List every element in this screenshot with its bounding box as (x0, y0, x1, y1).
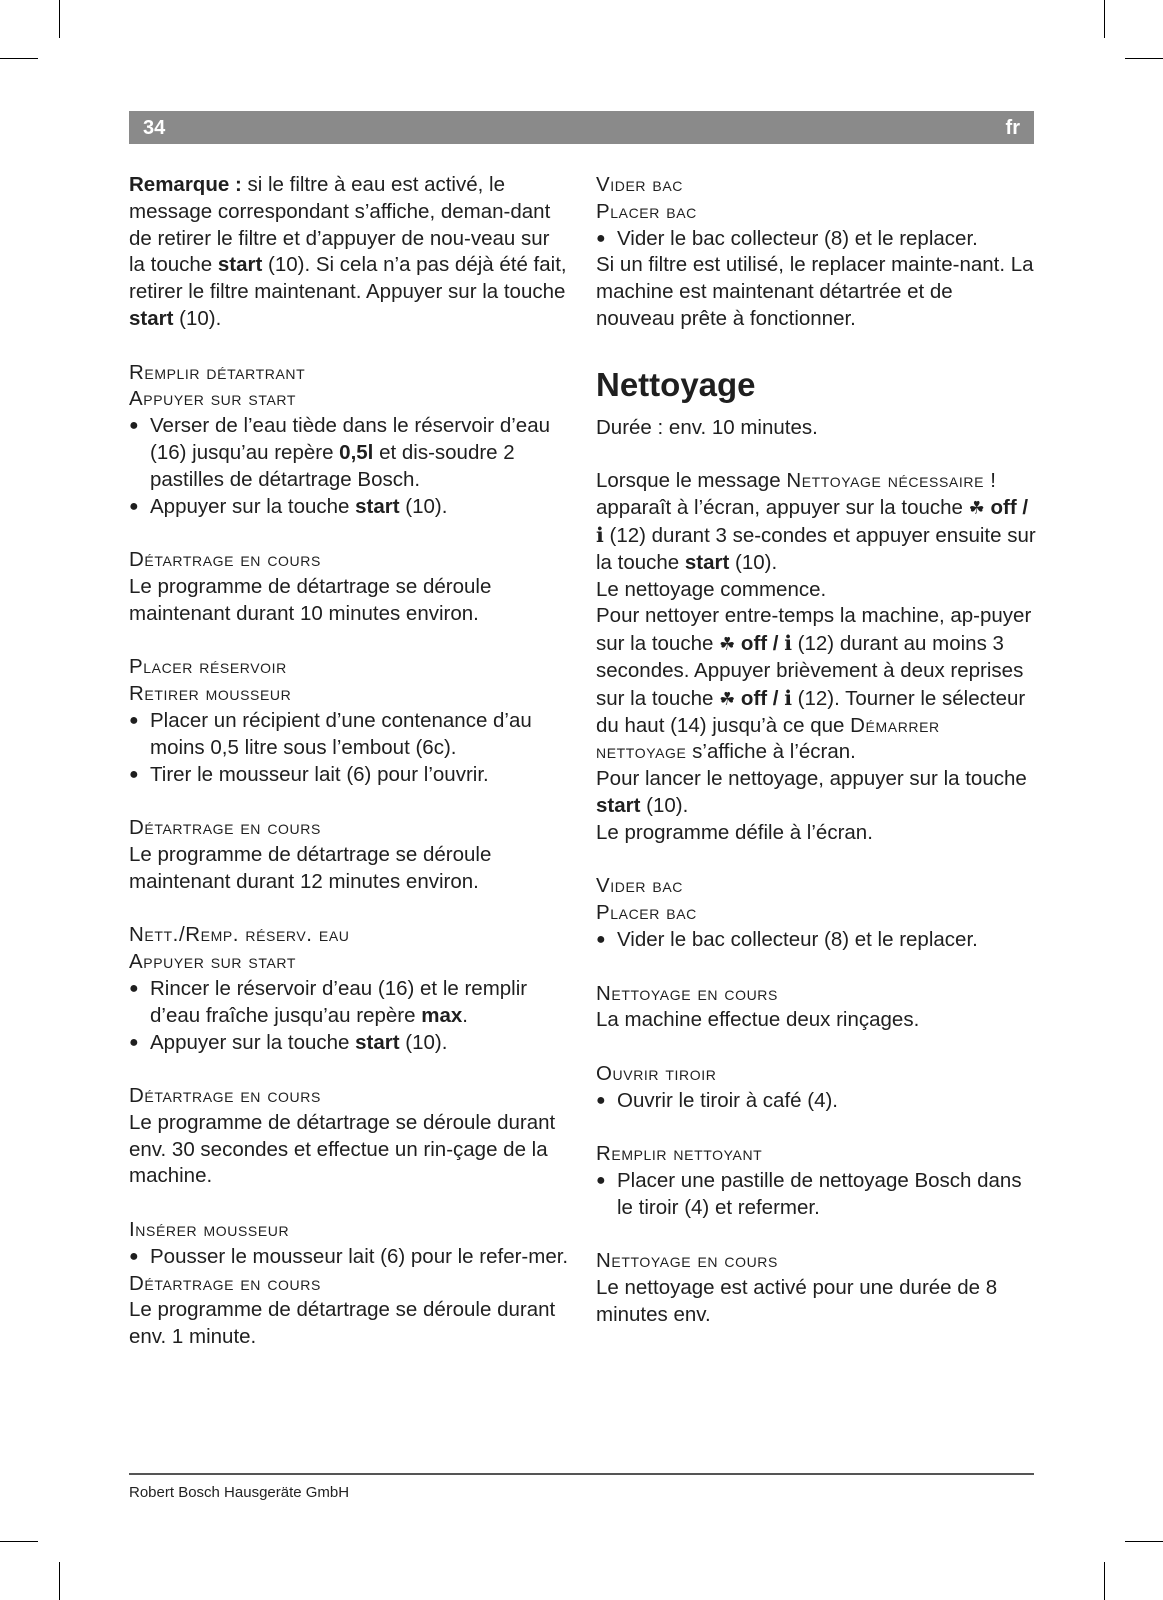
display-message: Nettoyage en cours (596, 1249, 778, 1273)
start-key: start (596, 793, 641, 817)
body-text: Le programme de détartrage se déroule maintenant durant 10 minutes environ. (129, 574, 492, 625)
bullet-item: ● Pousser le mousseur lait (6) pour le refer-mer. (129, 1244, 569, 1271)
info-key: i (784, 631, 792, 656)
display-message: Placer bac (596, 901, 697, 925)
display-message: Ouvrir tiroir (596, 1061, 717, 1085)
crop-mark (1104, 0, 1105, 38)
info-key: i (596, 522, 604, 547)
power-drop-icon: ☘ (968, 498, 985, 519)
footer-company: Robert Bosch Hausgeräte GmbH (129, 1484, 350, 1501)
language-code: fr (1005, 117, 1020, 139)
off-key: off / (990, 496, 1029, 520)
start-key: start (129, 306, 174, 330)
bullet-item: ● Ouvrir le tiroir à café (4). (596, 1088, 1036, 1115)
display-message: Nettoyage nécessaire ! (786, 469, 997, 493)
display-message: Vider bac (596, 173, 684, 196)
power-drop-icon: ☘ (719, 688, 736, 709)
right-column (596, 172, 1036, 1329)
note-label: Remarque : (129, 173, 242, 196)
display-message: Appuyer sur start (129, 387, 296, 411)
bullet-item: ● Vider le bac collecteur (8) et le replacer. (596, 226, 1036, 253)
body-text: Le programme de détartrage se déroule maintenant durant 12 minutes environ. (129, 842, 492, 893)
start-key: start (684, 550, 730, 574)
body-text: Le programme de détartrage se déroule durant env. 30 secondes et effectue un rin-çage de la machine. (129, 1110, 556, 1188)
left-column (129, 172, 569, 1351)
note-paragraph (129, 172, 569, 333)
display-message: Remplir nettoyant (596, 1142, 763, 1166)
bullet-item: ● Placer une pastille de nettoyage Bosch dans le tiroir (4) et refermer. (596, 1168, 1036, 1222)
display-message: Vider bac (596, 874, 684, 898)
start-key: start (217, 253, 263, 277)
note-text: (10). (173, 306, 222, 330)
power-drop-icon: ☘ (719, 634, 736, 655)
bullet-item: ● Verser de l’eau tiède dans le réservoir d’eau (16) jusqu’au repère 0,5l et dis-soudre 2 pastilles de détartrage Bosch. (129, 413, 569, 493)
display-message: Insérer mousseur (129, 1218, 290, 1242)
bullet-item: ● Tirer le mousseur lait (6) pour l’ouvrir. (129, 762, 569, 789)
section-heading: Nettoyage (596, 365, 756, 403)
display-message: Placer bac (596, 199, 697, 223)
crop-mark (59, 1562, 60, 1600)
bullet-item: ● Vider le bac collecteur (8) et le replacer. (596, 927, 1036, 954)
crop-mark (1125, 1541, 1163, 1542)
display-message: Détartrage en cours (129, 816, 321, 840)
off-key: off / (740, 686, 785, 710)
duration-text: Durée : env. 10 minutes. (596, 415, 818, 439)
display-message: Remplir détartrant (129, 360, 306, 384)
page-header-bar (129, 111, 1034, 144)
page-number: 34 (143, 117, 166, 139)
bullet-item: ● Appuyer sur la touche start (10). (129, 494, 569, 521)
footer-divider (129, 1473, 1034, 1475)
bullet-item: ● Rincer le réservoir d’eau (16) et le remplir d’eau fraîche jusqu’au repère max. (129, 976, 569, 1030)
body-text: Lorsque le message Nettoyage nécessaire ! apparaît à l’écran, appuyer sur la touche ☘ off / i (12) durant 3 se-condes et appuyer ensuite sur la touche start (10). (596, 469, 1036, 574)
display-message: Démarrer nettoyage (596, 713, 940, 764)
note-text: si le filtre à eau est activé, le message correspondant s’affiche, deman-dant de retirer le filtre et d’appuyer de nou-veau sur la touche (129, 173, 551, 277)
bullet-item: ● Appuyer sur la touche start (10). (129, 1030, 569, 1057)
info-key: i (784, 685, 792, 710)
off-key: off / (740, 632, 785, 656)
bullet-item: ● Placer un récipient d’une contenance d’au moins 0,5 litre sous l’embout (6c). (129, 708, 569, 762)
crop-mark (1104, 1562, 1105, 1600)
crop-mark (0, 1541, 38, 1542)
body-text: La machine effectue deux rinçages. (596, 1008, 920, 1032)
display-message: Détartrage en cours (129, 548, 321, 572)
crop-mark (59, 0, 60, 38)
display-message: Placer réservoir (129, 655, 287, 679)
body-text: Pour lancer le nettoyage, appuyer sur la touche start (10). (596, 767, 1027, 817)
body-text: Pour nettoyer entre-temps la machine, ap-puyer sur la touche ☘ off / i (12) durant au moins 3 secondes. Appuyer brièvement à deux reprises sur la touche ☘ off / i (12). Tourner le sélecteur du haut (14) jusqu’à ce que Démarrer nettoyage s’affiche à l’écran. (596, 604, 1032, 764)
crop-mark (1125, 58, 1163, 59)
body-text: Si un filtre est utilisé, le replacer mainte-nant. La machine est maintenant détartrée et de nouveau prête à fonctionner. (596, 253, 1034, 330)
body-text: Le nettoyage commence. (596, 577, 827, 601)
note-text: (10). Si cela n’a pas déjà été fait, retirer le filtre maintenant. Appuyer sur la touche (129, 253, 567, 304)
display-message: Nettoyage en cours (596, 981, 778, 1005)
display-message: Retirer mousseur (129, 682, 292, 706)
body-text: Le programme de détartrage se déroule durant env. 1 minute. (129, 1298, 556, 1349)
crop-mark (0, 58, 38, 59)
display-message: Nett./Remp. réserv. eau (129, 923, 350, 947)
display-message: Détartrage en cours (129, 1084, 321, 1108)
body-text: Le programme défile à l’écran. (596, 820, 873, 844)
body-text: Le nettoyage est activé pour une durée de 8 minutes env. (596, 1276, 998, 1327)
display-message: Appuyer sur start (129, 950, 296, 974)
display-message: Détartrage en cours (129, 1271, 321, 1295)
